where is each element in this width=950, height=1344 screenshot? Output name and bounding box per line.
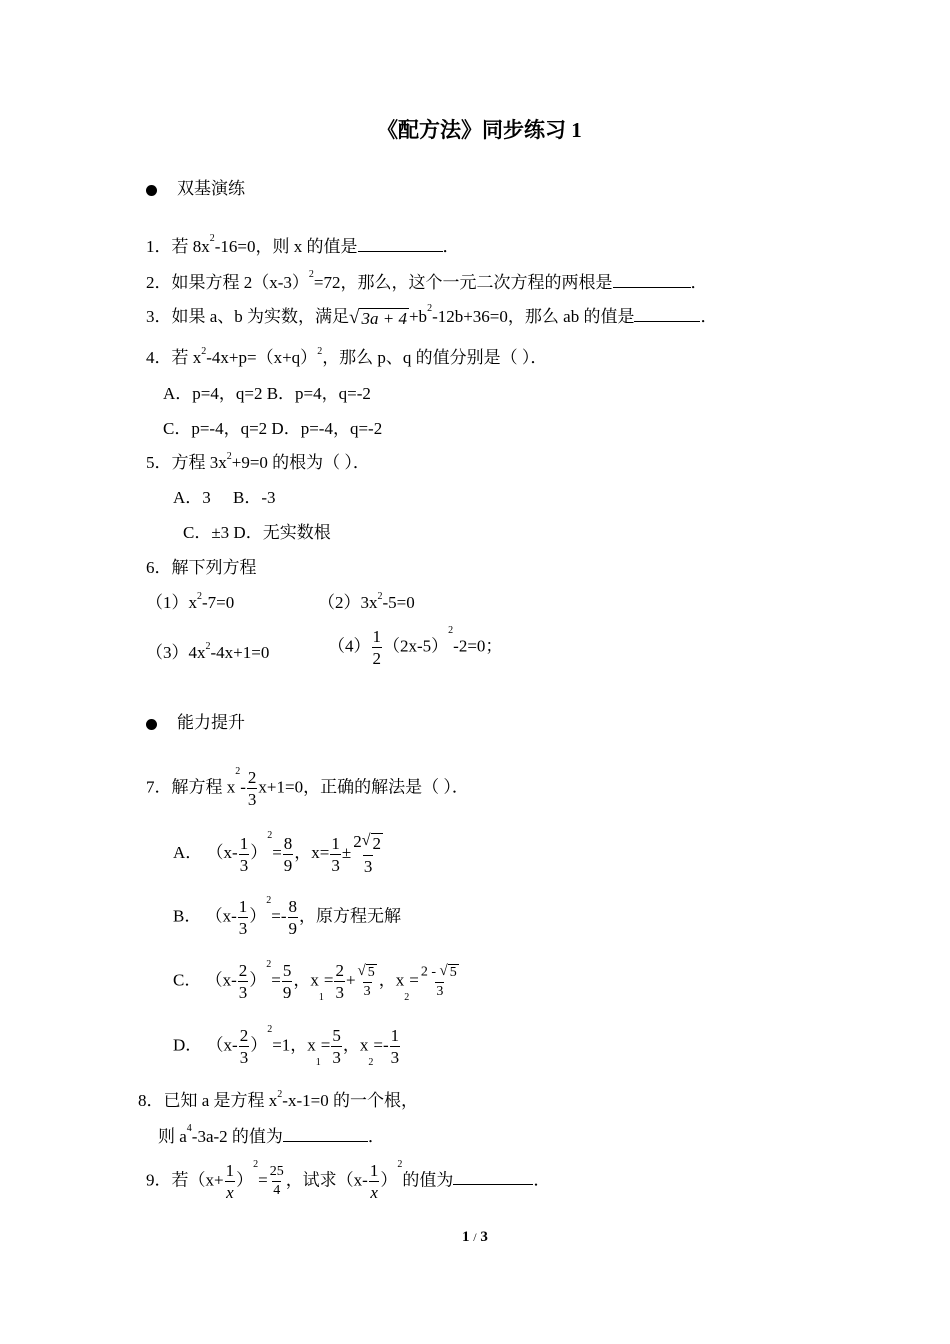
question-7-option-d: D． （x- $\frac{2}{3}$ ）$^2$=1，$x_1=$ $\frac{5}{3}$ ，$x_2=-$ $\frac{1}{3}$ xyxy=(173,1024,400,1068)
answer-blank xyxy=(358,236,443,252)
section-heading-advanced xyxy=(146,714,245,731)
question-9: 9．若（x+ $\frac{1}{x}$ ）$^2$= $\frac{25}{4}$ ，试求（x- $\frac{1}{x}$ ）$^2$的值为 ． xyxy=(146,1159,551,1202)
question-5-options-cd: C．±3 D．无实数根 xyxy=(183,523,331,542)
question-6-part-3: $(3)4x^2-4x+1=0$ xyxy=(146,641,270,662)
question-7-option-b: B． （x- $\frac{1}{3}$ ）$^2$=- $\frac{8}{9}$ ，原方程无解 xyxy=(173,895,402,938)
question-7: 7．解方程 $x^2-$ $\frac{2}{3}$ x+1=0，正确的解法是（ ）． xyxy=(146,766,469,809)
section-label: 能力提升 xyxy=(177,713,245,732)
fraction: $\frac{1}{2}$ xyxy=(372,627,381,668)
answer-blank xyxy=(634,306,700,322)
question-4-options-ab: A．p=4，q=2 B．p=4，q=-2 xyxy=(163,384,371,403)
bullet-icon xyxy=(146,719,157,730)
question-8: 8．已知 a 是方程 $x^2-x-1=0$ 的一个根， xyxy=(138,1089,418,1110)
question-2: 2．如果方程 $2(x-3)^2=72$，那么，这个一元二次方程的两根是 ． xyxy=(146,269,708,292)
square-root: √ 3a + 4 xyxy=(349,307,407,329)
answer-blank xyxy=(613,272,691,288)
section-heading-basic xyxy=(146,180,245,197)
question-6: 6．解下列方程 xyxy=(146,558,257,577)
answer-blank xyxy=(453,1169,533,1185)
question-3: 3．如果 a、b 为实数，满足 √ 3a + 4 $+b^2-12b+36=0$，那么 ab 的值是 ． xyxy=(146,303,718,329)
bullet-icon xyxy=(146,185,157,196)
question-6-part-1: $(1)x^2-7=0$ xyxy=(146,591,235,612)
question-4-options-cd: C．p=-4，q=2 D．p=-4，q=-2 xyxy=(163,419,383,438)
question-1: 1．若 $8x^2-16=0$，则 x 的值是 ． xyxy=(146,233,460,256)
section-label: 双基演练 xyxy=(177,179,245,198)
question-5: 5．方程 $3x^2+9=0$ 的根为（ ）． xyxy=(146,451,370,472)
question-4: 4．若 $x^2-4x+p=(x+q)^2$，那么 p、q 的值分别是（ ）． xyxy=(146,346,548,367)
question-5-options-ab: A．3 B．-3 xyxy=(173,488,276,507)
question-6-part-4: （4） $\frac{1}{2}$ $(2x-5)^2-2=0$； xyxy=(328,625,503,668)
document-title: 《配方法》同步练习 1 xyxy=(377,118,582,142)
question-7-option-c: C． （x- $\frac{2}{3}$ ）$^2$= $\frac{5}{9}$ ，$x_1=$ $\frac{2}{3}$ + √ 5 3 ，$x_2=$ 2 - √ 5 3 xyxy=(173,959,457,1003)
page-number: 1 / 3 xyxy=(462,1229,488,1245)
answer-blank xyxy=(283,1126,368,1142)
question-7-option-a: A． （x- $\frac{1}{3}$ ）$^2$= $\frac{8}{9}$ ，x= $\frac{1}{3}$ ± 2 √ 2 3 xyxy=(173,830,382,877)
question-6-part-2: $(2)3x^2-5=0$ xyxy=(318,591,415,612)
question-8-line-2: 则 $a^4-3a-2$ 的值为 ． xyxy=(158,1123,385,1146)
